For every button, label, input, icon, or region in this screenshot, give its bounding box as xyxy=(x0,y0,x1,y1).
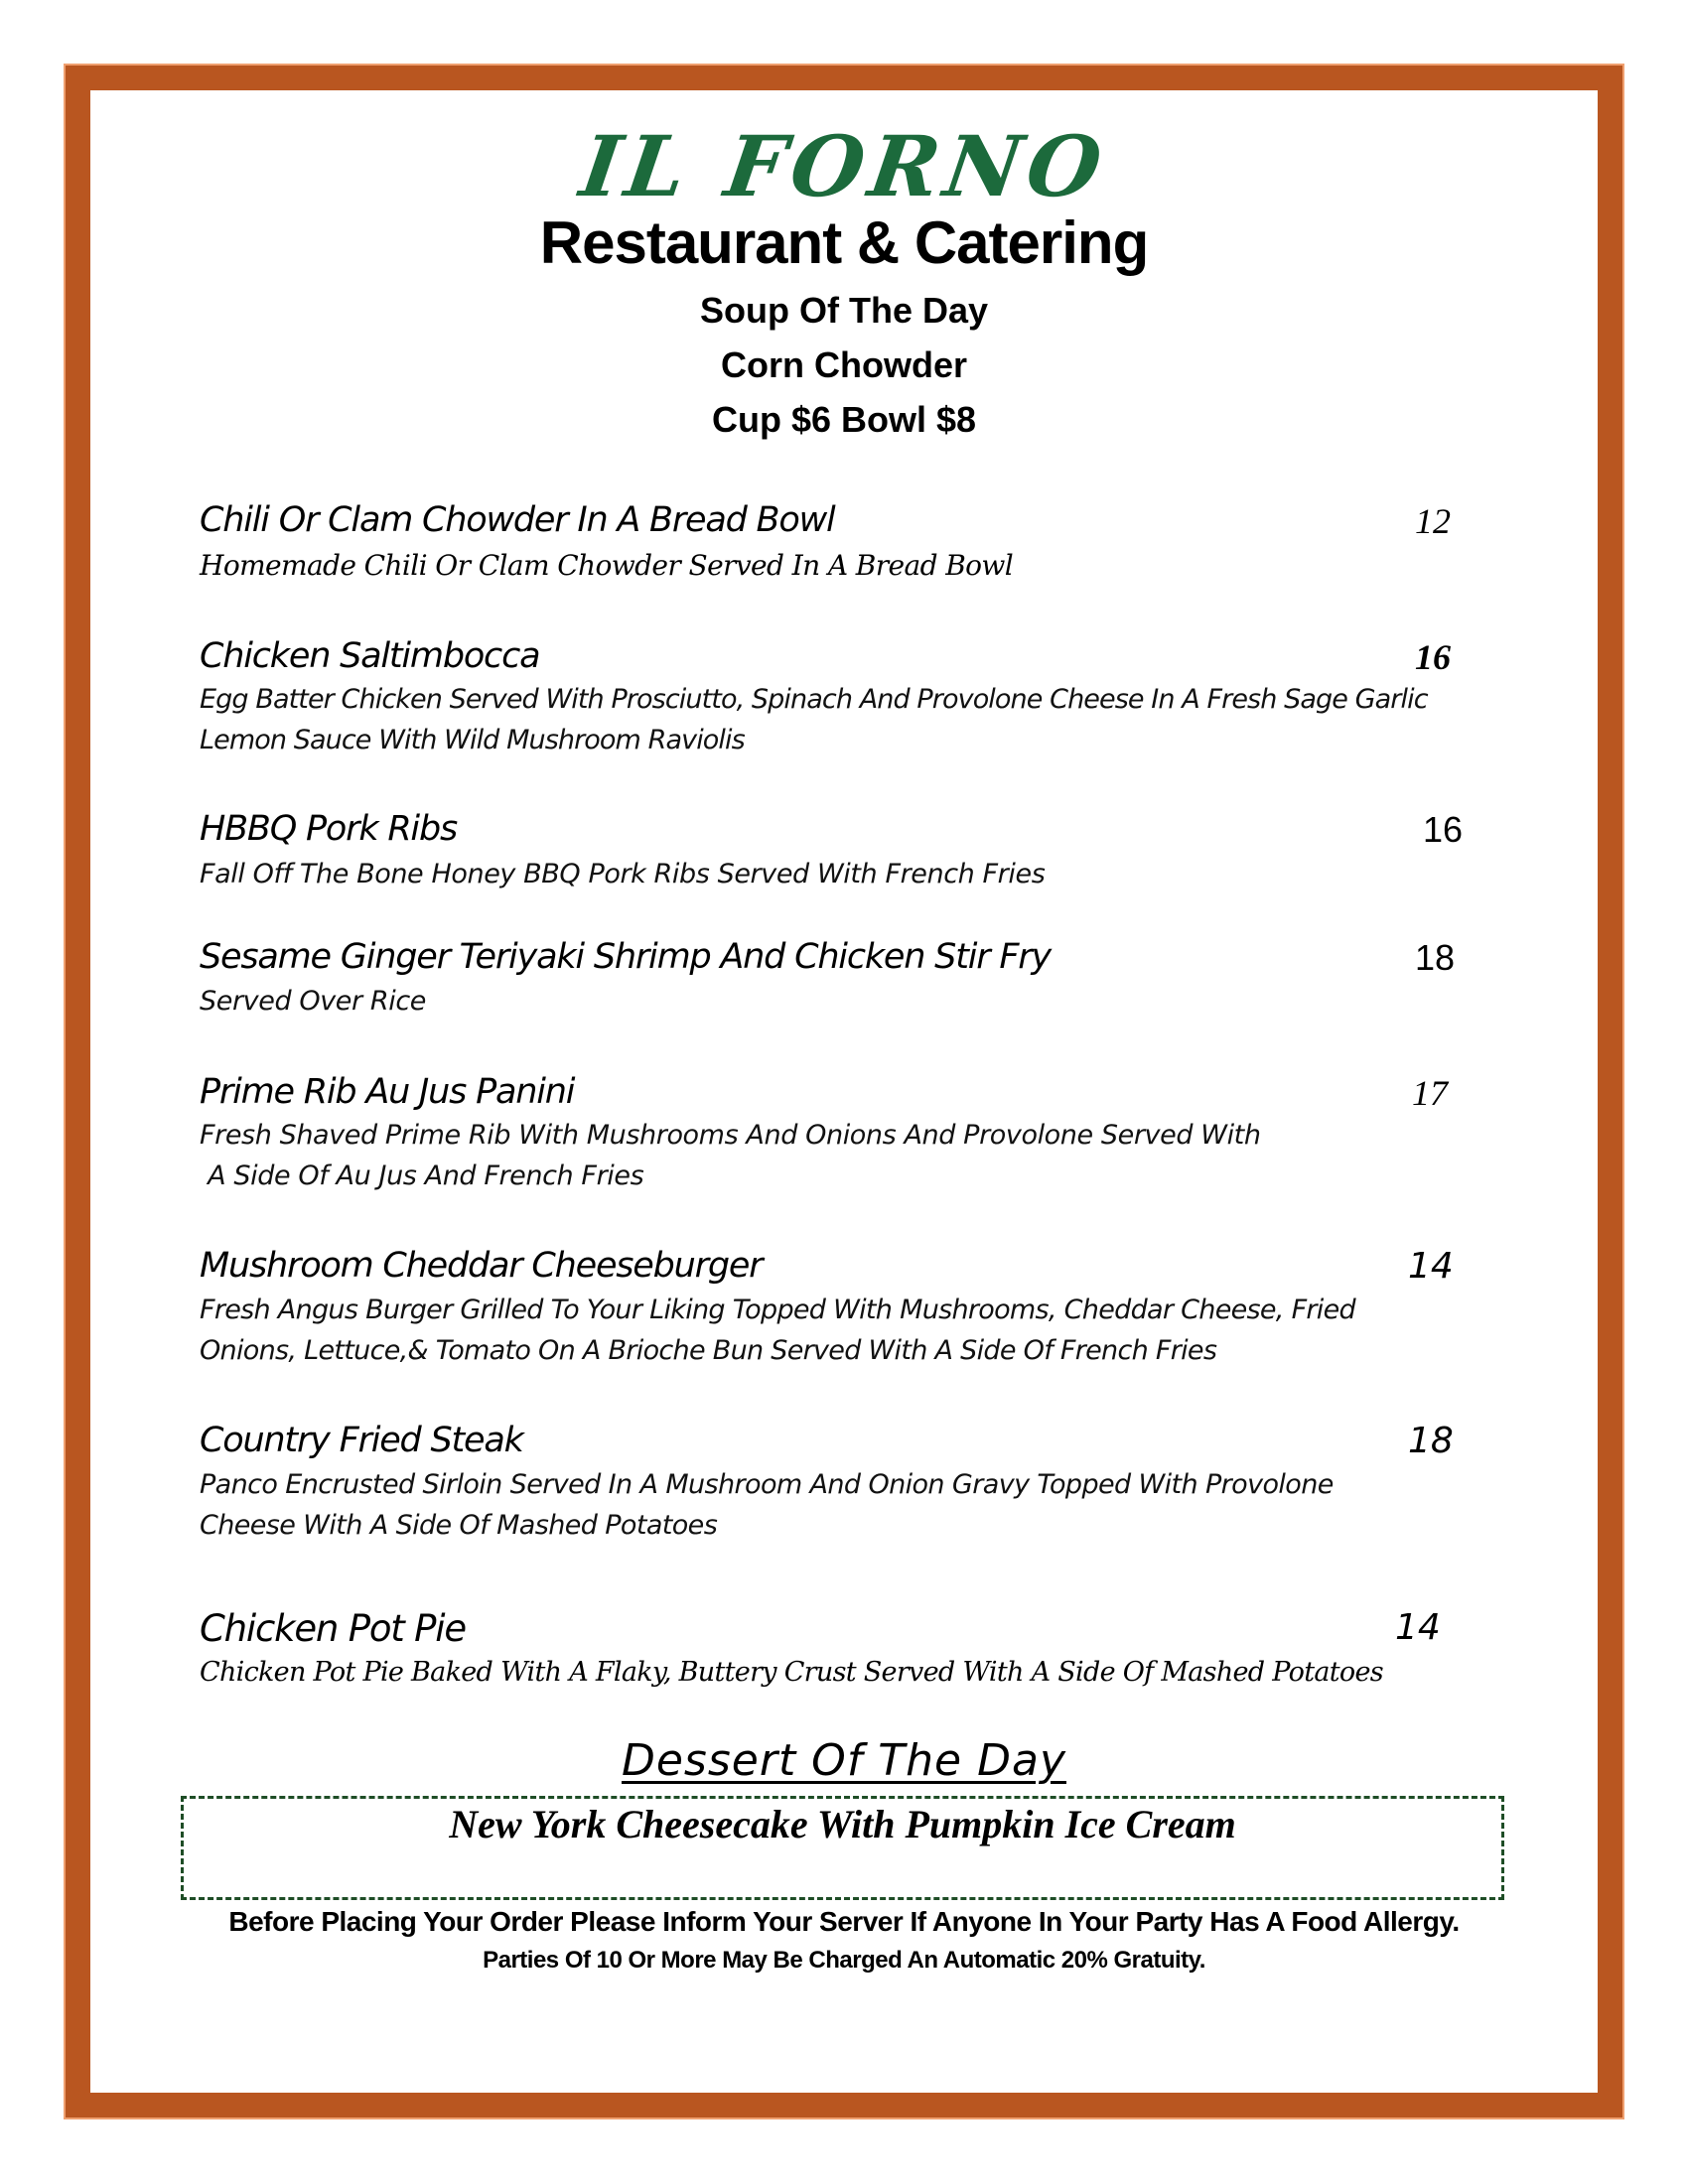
gratuity-notice: Parties Of 10 Or More May Be Charged An Automatic 20% Gratuity. xyxy=(483,1947,1205,1974)
description-line: Fresh Shaved Prime Rib With Mushrooms And Onions And Provolone Served With xyxy=(200,1120,1261,1151)
soup-pricing: Cup $6 Bowl $8 xyxy=(711,399,977,440)
menu-item-name: HBBQ Pork Ribs xyxy=(200,809,458,849)
menu-item-description xyxy=(200,679,1428,760)
restaurant-subtitle: Restaurant & Catering xyxy=(539,209,1149,276)
menu-item-description xyxy=(200,545,1013,586)
menu-item-description xyxy=(200,1115,1261,1196)
description-line: Lemon Sauce With Wild Mushroom Raviolis xyxy=(200,725,745,755)
description-line: Served Over Rice xyxy=(200,986,427,1017)
menu-item-description xyxy=(200,1464,1334,1546)
description-line: Cheese With A Side Of Mashed Potatoes xyxy=(200,1510,718,1541)
menu-item-price: 16 xyxy=(1423,809,1464,850)
menu-item-name: Sesame Ginger Teriyaki Shrimp And Chicken Stir Fry xyxy=(200,937,1051,977)
description-line: Onions, Lettuce,& Tomato On A Brioche Bun Served With A Side Of French Fries xyxy=(200,1335,1217,1366)
menu-item-name: Chicken Pot Pie xyxy=(200,1607,466,1650)
menu-item-description xyxy=(200,1652,1383,1693)
menu-item-price: 18 xyxy=(1415,937,1456,978)
menu-item-name: Mushroom Cheddar Cheeseburger xyxy=(200,1246,763,1286)
menu-item-name: Prime Rib Au Jus Panini xyxy=(200,1072,575,1112)
restaurant-logo: IL FORNO xyxy=(574,117,1114,215)
description-line: Fresh Angus Burger Grilled To Your Liking Topped With Mushrooms, Cheddar Cheese, Fried xyxy=(200,1295,1355,1325)
description-line: Homemade Chili Or Clam Chowder Served In A Bread Bowl xyxy=(200,549,1014,582)
menu-item-name: Country Fried Steak xyxy=(200,1421,523,1460)
menu-item-name: Chicken Saltimbocca xyxy=(200,636,540,676)
menu-item-description xyxy=(200,1290,1355,1371)
soup-name: Corn Chowder xyxy=(721,344,967,385)
menu-item-price: 12 xyxy=(1415,501,1451,541)
menu-item-description xyxy=(200,981,426,1022)
description-line: Chicken Pot Pie Baked With A Flaky, Buttery Crust Served With A Side Of Mashed Potatoes xyxy=(200,1657,1383,1688)
menu-item-price: 16 xyxy=(1415,637,1451,677)
description-line: Panco Encrusted Sirloin Served In A Mushroom And Onion Gravy Topped With Provolone xyxy=(200,1469,1334,1500)
dessert-item: New York Cheesecake With Pumpkin Ice Cream xyxy=(449,1802,1236,1846)
description-line: A Side Of Au Jus And French Fries xyxy=(200,1160,644,1191)
menu-item-price: 18 xyxy=(1408,1421,1454,1461)
description-line: Egg Batter Chicken Served With Prosciutto, Spinach And Provolone Cheese In A Fresh Sage Garlic xyxy=(200,684,1428,715)
dessert-heading xyxy=(0,1735,1688,1786)
menu-item-price: 14 xyxy=(1395,1607,1441,1648)
menu-item-price: 17 xyxy=(1412,1073,1448,1113)
dessert-heading-text: Dessert Of The Day xyxy=(621,1735,1066,1786)
allergy-notice: Before Placing Your Order Please Inform Your Server If Anyone In Your Party Has A Food Allergy. xyxy=(228,1906,1460,1937)
soup-heading: Soup Of The Day xyxy=(699,290,989,331)
dessert-box xyxy=(181,1796,1504,1900)
description-line: Fall Off The Bone Honey BBQ Pork Ribs Served With French Fries xyxy=(200,859,1046,889)
menu-item-name: Chili Or Clam Chowder In A Bread Bowl xyxy=(200,500,835,540)
menu-item-price: 14 xyxy=(1408,1246,1454,1287)
menu-item-description xyxy=(200,854,1045,894)
